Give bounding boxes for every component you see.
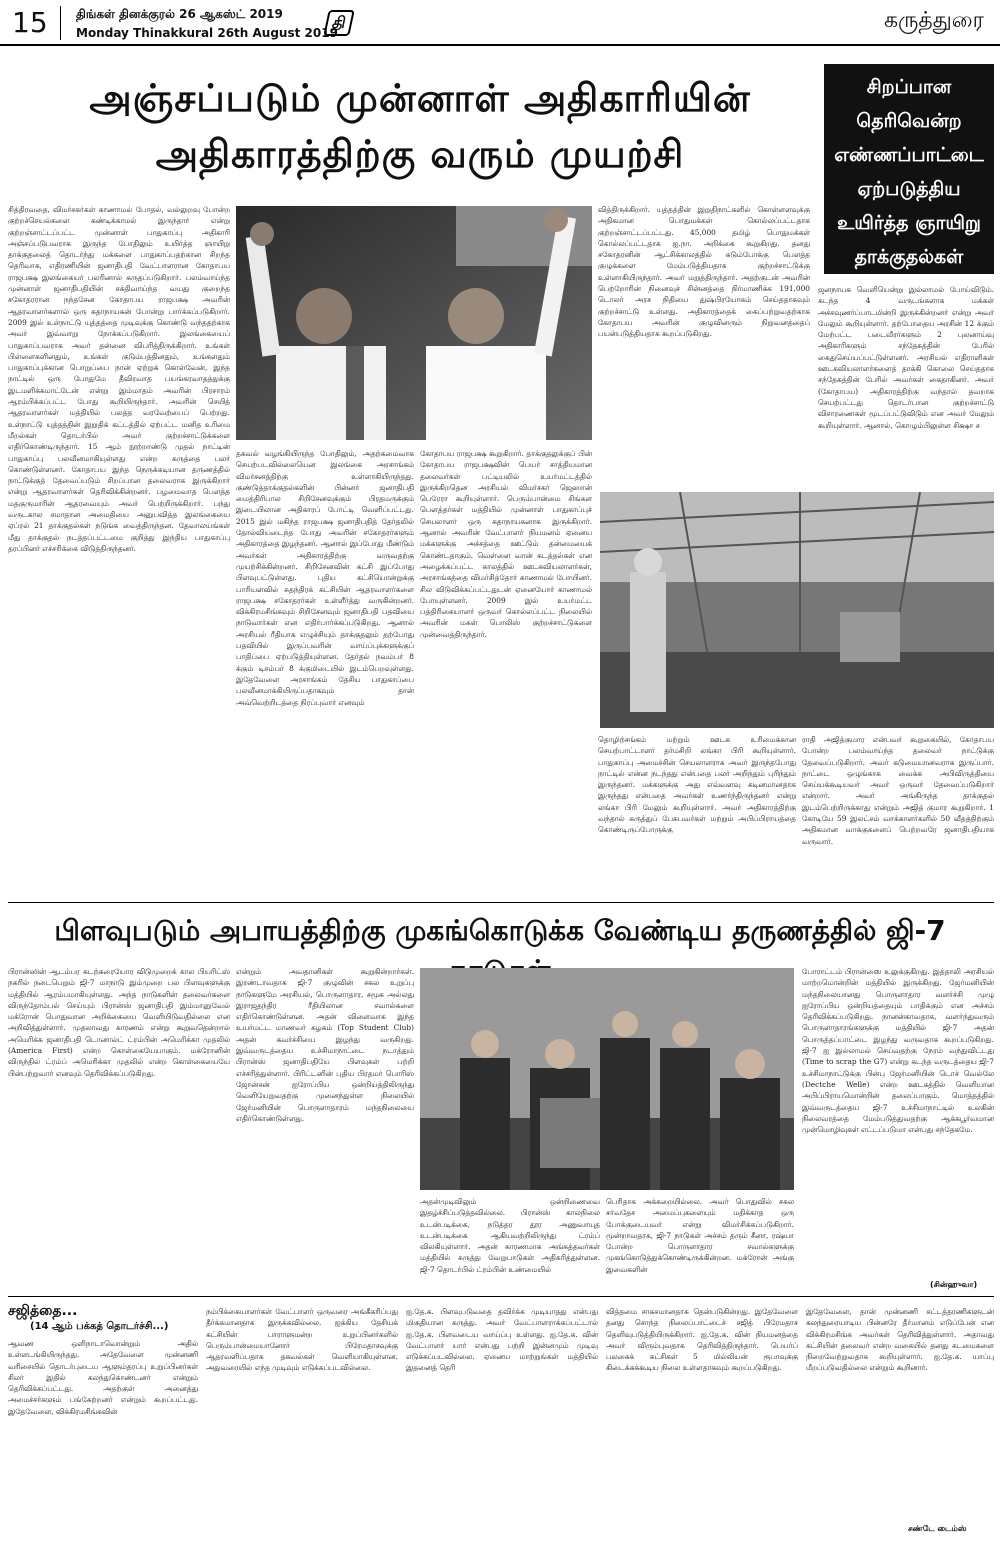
article1-column-3b: கோதாபய ராஜபக்ஷ கூறுகிறார். தாக்குதலுக்குப் பின் கோதாபய ராஜபக்ஷவின் பெயர் சாத்தியமான தலைவர்கள் பட்டியலில் உயர்மட்டத்தில் இருக்கிறதென அரசியல் விமர்சகர் ஜெஹான் பெரேரா கூறியுள்ளார். பெரும்பான்மை சிங்கள பௌத்தர்கள் மத்தியில் முன்னாள் பாதுகாப்புச் செயலாளர் ஒரு கதாநாயகனாக இருக்கிறார். ஆனால் அவரின் வேட்பாளர் நியமனம் ஏனைய மக்களுக்கு அச்சத்தை ஊட்டும் தன்மையைக் கொண்டதாகும். வெள்ளை வான் கடத்தல்கள் என அழைக்கப்பட்ட காலத்தில் ஊடகவியலாளர்கள், அரசாங்கத்தை விமர்சித்தோர் காணாமல் போயினர். சில விடுவிக்கப்பட்டதுடன் ஏனையோர் காணாமல் போயுள்ளனர். 2009 இல் உயர்மட்ட பத்திரிகையாளர் ஒருவர் கொல்லப்பட்ட நிலையில் அவரின் மகள் பொலிஸ் குற்றச்சாட்டுகளை முன்வைத்திருந்தார். [420,449,592,639]
date-tamil: திங்கள் தினக்குரல் 26 ஆகஸ்ட் 2019 [76,7,283,21]
article2-column-5: போராட்டம் பிரான்ஸை உலுக்குகிறது. இத்தாலி அரசியல் மாற்றமொன்றின் மத்தியில் இருக்கிறது. ஜேர்மனியின் மந்தநிலையானது பொருளாதார வளர்ச்சி முழு ஐரோப்பிய ஒன்றியத்தையும் பாதிக்கும் என அச்சம் தெரிவிக்கப்படுகிறது. நானன்காவதாக, வளர்ந்துவரும் பொருளாதாரங்களுக்கு மத்தியில் ஜி-7 அதன் பொருத்தப்பாட்டை இழந்து வருவதாக கூறப்படுகிறது. ஜி-7 ஐ இல்லாமல் செய்வதற்கு நேரம் வந்துவிட்டது (Time to scrap the G7) என்று கடந்த வருடத்தைய ஜி-7 உச்சிமாநாட்டுக்கு பின்பு ஜேர்மனியின் டொச் வெல்லே (Dectche Welle) என்ற ஊடகத்தில் வெளியான அபிப்பிராயமொன்றின் தலைப்பாகும். மொத்தத்தில் இவ்வருடத்தைய ஜி-7 உச்சிமாநாட்டில் உலகின் நிலைவரத்தை மேம்படுத்துவதற்கு ஆக்கபூர்வமான முன்மொழிவுகள் எட்டப்படுமா என்பது சந்தேகமே. [802,967,994,1135]
headline-line2: அதிகாரத்திற்கு வரும் முயற்சி [155,132,685,176]
pullquote-box [824,64,994,274]
pullquote-line: தெரிவென்ற [856,110,962,132]
church-photo-image [600,492,994,728]
article2-column-4: பெரிதாக அக்கறையில்லை. அவர் பொதுவில் சகல சர்வதேச அமைப்புகளையும் மதிக்காத ஒரு போக்குடையவர் என்று விமர்சிக்கப்படுகிறார். மூன்றாவதாக, ஜி-7 நாடுகள் அச்சம் தரும் சீனா, ரஷ்யா போன்ற பொருளாதார சவால்களுக்கு முகங்கொடுத்துக்கொண்டிருக்கின்றன. மக்ரோன் அங்கு இவைகளின் [606,1197,794,1274]
article1-column-4b: ராதி அஜித்குமார என்பவர் கூறுகையில், கோதாபய போன்ற பலம்வாய்ந்த தலைவர் நாட்டுக்கு தேவைப்படுகிறார். அவர் கடுமையானவராக இருப்பார். நாட்டை ஒழுங்காக வைக்க அபிவிருத்தியை செய்யக்கூடியவர் அவர் ஒருவர் தேவைப்படுகிறார் என்றார். அவர் அங்கிருந்த தாக்குதல் இடம்பெற்றிருக்காது என்றும் அஜித் குமார கூறுகிறார். 1 கோடியே 59 இலட்சம் வாக்காளர்களில் 50 வீதத்திற்கும் அதிகமான வாக்குகளைப் பெற்றவரே ஜனாதிபதியாக வருவார். [802,735,994,846]
pullquote-line: சிறப்பான [866,76,952,98]
headline-line1: அஞ்சப்படும் முன்னாள் அதிகாரியின் [89,76,751,120]
article2-column-3: அதன்முடிவிலும் ஒன்றிணைவை இதழ்ச்சிப்படுத்தவில்லை. பிரான்ஸ் காலநிலை உடன்படிக்கை, நடுத்தர தூர அணுவாயுத உடன்படிக்கை ஆகியவற்றிலிருந்து ட்ரம்ப் விலகியுள்ளார். அதன் காரணமாக அங்கத்தவர்கள் மத்தியில் கருத்து வேறுபாடுகள் அதிகரித்துள்ளன. ஜி-7 தொடர்பில் ட்ரம்பின் உண்மையில் [420,1197,600,1274]
article3-column-5: இதேவேளை, தான் முன்னணி சட்டத்தரணிகளுடன் கலந்துரையாடிய பின்னரே தீர்மானம் எடுப்பேன் என விக்கிரமசிங்க அவர்கள் தெரிவித்துள்ளார். அதாவது கட்சியின் தலைவர் என்ற வகையில் தனது கடமைகளை நிறைவேற்றுவதாக கூறியுள்ளார். ஐ.தே.க. யாப்பு மீறப்படுவதில்லை என்றும் கூறினார். [806,1307,994,1373]
section-divider-2 [8,1296,994,1297]
pullquote-line: தாக்குதல்கள் [854,246,964,268]
article2-column-2: என்றும் அவதானிகள் கூறுகின்றார்கள். இரண்டாவதாக ஜி-7 குழுவின் சகல உறுப்பு நாடுகளுமே அரசியல், பொருளாதார, சமூக அல்லது இராஜதந்திர ரீதியிலான சவால்களை எதிர்கொண்டுள்ளன. அதன் விளைவாக இந்த உயர்மட்ட மாணவர் கழகம் (Top Student Club) அதன் கவர்ச்சியை இழந்து வருகிறது. இவ்வருடத்தைய உச்சிமாநாட்டை நடாத்தும் பிரான்ஸ் ஜனாதிபதியே பிளவுகள் பற்றி எச்சரித்துள்ளார். பிரிட்டனின் புதிய பிரதமர் பொரிஸ் ஜோன்சன் ஐரோப்பிய ஒன்றியத்திலிருந்து வெளியேறுவதற்கு முனைந்துள்ள நிலையில் ஜேர்மனியின் பொருளாதாரம் மந்தநிலையை எதிர்கொண்டுள்ளது. [236,967,414,1123]
article3-column-1: ஆவண ஒளிநாடாவொன்றும் அதில் உள்ளடங்கியிருந்தது. அதேவேளை முன்னணி வரிசையில் தொடர்புடைய ஆளும்தரப்பு உறுப்பினர்கள் சிலர் இதில் கலந்துகொண்டனர் என்றும் தெரிவிக்கப்பட்டது. அதற்குள் அனைத்து அமைச்சர்களும் பங்கேற்றனர் என்றும் கூறப்பட்டது. இதேவேளை, விக்கிரமசிங்கவின் [8,1339,198,1416]
article2-headline: பிளவுபடும் அபாயத்திற்கு முகங்கொடுக்க வேண்டிய தருணத்தில் ஜி-7 [54,914,946,947]
newspaper-logo-icon: தி [323,10,355,36]
section-name: கருத்துரை [883,8,984,33]
date-english: Monday Thinakkural 26th August 2019 [76,26,338,40]
leaders-photo [236,206,592,440]
article1-headline [30,70,810,182]
section-divider [8,902,994,903]
article3-byline: சண்டே டைம்ஸ் [908,1524,967,1533]
page-number: 15 [12,6,48,39]
article3-continuation: (14 ஆம் பக்கத் தொடர்ச்சி...) [30,1321,169,1332]
article3-title: சஜித்தை... [8,1303,78,1319]
article1-column-3a: வித்திருக்கிறார். யுத்தத்தின் இறுதிநாட்களில் கொள்ளளவுக்கு அதிகமான பொதுமக்கள் கொல்லப்பட்டதாக குற்றஞ்சாட்டப்பட்டது. 45,000 தமிழ் பொதுமக்கள் கொல்லப்பட்டதாக ஐ.நா. அறிக்கை கூறுகிறது. தனது சகோதரனின் ஆட்சிக்காலத்தில் கடும்போக்கு பௌத்த குழுக்களை மேம்படுத்தியதாக குற்றச்சாட்டுக்கு உள்ளாகியிருந்தார். அவர் மறுத்திருந்தார். அதற்குடன் அவரின் பெற்றோரின் நினைவுச் சின்னத்தை நிர்மாணிக்க 191,000 டொலர் அரச நிதியை துஷ்பிரயோகம் செய்ததாகவும் குற்றச்சாட்டு உள்ளது. அதிகாரத்தைக் கைப்பற்றுவதற்காக கோதாபய அவரின் குழுவினரும் நிறுவனத்தைப் பயன்படுத்தியதாக கூறப்படுகிறது. [598,205,810,339]
article3-column-2: நம்பிக்கையாளர்கள் வேட்பாளர் ஒருவரை அங்கீகரிப்பது தீர்க்கமானதாக இருக்கவில்லை. ஐக்கிய தேசியக் கட்சியின் பாராளுமன்ற உறுப்பினர்களில் பெரும்பான்மையானோர் பிரேமதாசவுக்கு ஆதரவளிப்பதாக தகவல்கள் வெளியாகியுள்ளன. அதுவரையில் எந்த முடிவும் எடுக்கப்படவில்லை. [206,1307,398,1373]
leaders-photo-image [236,206,592,440]
page-header [0,0,1000,46]
header-divider [60,6,61,40]
article2-column-1: பிரான்ஸின் ஆடம்பர கடற்கரையோர விடுமுறைக் கால பியரிட்ஸ் நகரில் நடைபெறும் ஜி-7 மாநாடு இம்முறை பல பிளவுகளுக்கு மத்தியில் ஆரம்பமாகியுள்ளது. அந்த நாடுகளின் தலைவர்களை விருந்தோம்பல் செய்யும் பிரான்ஸ் ஜனாதிபதி இம்மானுவேல் மக்ரோன் பொதுவான அறிக்கையை வெளியிடுவதில்லை என அறிவித்துள்ளார். முதலாவது காரணம் என்று கூறுவதென்றால் அமெரிக்க ஜனாதிபதி டொனால்ட் ட்ரம்பின் அமெரிக்கா முதலில் (America First) என்ற கொள்கையேயாகும். மக்ரோனின் விருந்தில் ட்ரம்ப் அமெரிக்கா முதலில் என்ற கொள்கையையே பின்பற்றுவார் எனவும் தெரிவிக்கப்படுகிறது. [8,967,230,1078]
pullquote-line: ஏற்படுத்திய [857,178,961,200]
article1-column-1: சித்திரவதை, விமர்சகர்கள் காணாமல் போதல், வல்லுறவு போன்ற குற்றச்செயல்களை கண்டிக்காமல் இருந்தார் என்று குற்றஞ்சாட்டப்பட்ட முன்னாள் பாதுகாப்பு அதிகாரி அஞ்சப்படுபவராக இருந்த போதிலும் உயிர்த்த ஞாயிறு தாக்குதலைத் தொடர்ந்து மக்களை பாதுகாப்பதற்கான சிறந்த தெரிவாக, எதிரணியின் ஜனாதிபதி வேட்பாளரான கோதாபய ராஜபக்ஷ இலங்கையர் பலரினால் கருதப்படுகிறார். பலம்வாய்ந்த முன்னாள் ஜனாதிபதியின் சக்திவாய்ந்த வயது குறைந்த சகோதரரான நந்தசேன கோதாபய ராஜபக்ஷ அவரின் ஆதரவாளர்களால் ஒரு கதாநாயகன் போன்று பார்க்கப்படுகிறார். 2009 இல் உள்நாட்டு யுத்தத்தை முடிவுக்கு கொண்டு வந்ததற்காக அவர் இவ்வாறு நோக்கப்படுகிறார். இலங்கையைப் பாதுகாப்பவராக அவர் தன்னை விபரித்திருக்கிறார். உங்கள் பிள்ளைகளினதும், உங்கள் குடும்பத்தினதும், உங்களதும் பாதுகாப்புக்கான பொறுப்பை நான் ஏற்றுக் கொள்வேன், இந்த நாட்டில் ஒரு போதுமே தீவிரவாத பயங்கரவாதத்துக்கு இடமளிக்கமாட்டேன் என்று இம்மாதம் அவரின் பிரசாரம் ஆரம்பிக்கப்பட்ட போது கூறியிருந்தார். அவரின் செயித் ஆதரவாளர்கள் மத்தியில் பலத்த வரவேற்பைப் பெற்றது. உள்நாட்டு யுத்தத்தின் இறுதிக் கட்டத்தில் ஏற்பட்ட மனித உரிமை மீறல்கள் தொடர்பில் அவர் குற்றச்சாட்டுக்களை எதிர்கொண்டிருந்தார். 15 ஆம் நூற்றாண்டு முதல் நாட்டின் பாதுகாப்பு பலவீனமாகியுள்ளது என்ற கருத்தை பலர் கொண்டுள்ளனர். கோதாபய இந்த நெருக்கடியான தருணத்தில் நாட்டுக்குத் தேவைப்படும் சிறப்பான தலைவராக இருக்கிறார் என்று ஆதரவாளர்கள் தெரிவிக்கின்றனர். பழமைவாத பௌத்த மதகுருமாரின் ஆதரவையும் அவர் பெற்றிருக்கிறார். பந்து வருடகால சமாதான அமைதியை அனுபவித்த இலங்கையை ஏப்ரல் 21 தாக்குதல்கள் நடுங்க வைத்திருந்தன. தேவாலயங்கள் மீது தாக்குதல் நடத்தப்பட்டமை குறித்து இந்திய பாதுகாப்பு தரப்பினர் எச்சரிக்கை விடுத்திருந்தனர். [8,205,230,553]
article1-column-2: தகவல் வழங்கியிருந்த போதிலும், அதற்கமைவாக செயற்படவில்லையென இலங்கை அரசாங்கம் விமர்சனத்திற்கு உள்ளாகியிருந்தது. குண்டுத்தாக்குதல்களின் பின்னர் ஜனாதிபதி மைத்திரிபால சிறிசேனவுக்கும் பிரதமருக்கும் இடையிலான அதிகாரப் போட்டி வெளிப்பட்டது. 2015 இல் மகிந்த ராஜபக்ஷ ஜனாதிபதித் தேர்தலில் தோல்வியடைந்த போது அவரின் சகோதரர்களும் அதிகாரத்தை இழந்தனர். ஆனால் இப்போது மீண்டும் அவர்கள் அதிகாரத்திற்கு வருவதற்கு முயற்சிக்கின்றனர். சிறிசேனவின் கட்சி இப்போது பிளவுபட்டுள்ளது. புதிய கட்சியொன்றுக்கு பாரியளவில் சுதந்திரக் கட்சியின் ஆதரவாளர்களை ராஜபக்ஷ சகோதரர்கள் உள்ளீர்த்து வருகின்றனர். விக்கிரமசிங்கவும் சிறிசேனவும் ஜனாதிபதி பதவியை நாடுவார்கள் என எதிர்பார்க்கப்படுகிறது. ஆனால் அரசியல் ரீதியாக எழுச்சியும் தாக்குதலும் தற்போது பதவியில் இருப்பவரின் வாய்ப்புக்களுக்குப் பாதிப்பை ஏற்படுத்தியுள்ளன. தேர்தல் நவம்பர் 8 க்கும் டிசம்பர் 8 க்குமிடையில் இடம்பெறவுள்ளது. இதேவேளை அரசாங்கம் தேசிய பாதுகாப்பை பலவீனமாக்கியிருப்பதாகவும் தான் அவ்வெற்றிடத்தை நிரப்புவார் எனவும் [236,449,414,707]
g7-leaders-photo-image [420,968,794,1190]
article1-column-3c: தொழிற்சங்கம் மற்றும் ஊடக உரிமைக்கான செயற்பாட்டாளர் தர்மசிறி லங்கா பிரி கூறியுள்ளார். பாதுகாப்பு அமைச்சின் செயலாளராக அவர் இருந்தபோது நாட்டில் என்ன நடந்தது என்பதை பலர் அறிந்தும் புரிந்தும் இருந்தனர். மக்களுக்கு அது எவ்வளவு கடினமானதாக இருந்தது என்பதை அவர்கள் உணர்ந்திருந்தனர் என்று லங்கா பிரி மேலும் கூறியுள்ளார். அவர் அதிகாரத்திற்கு வந்தால் கருத்துப் பேசுபவர்கள் மற்றும் அபிப்பிராயத்தை கொண்டிருப்போருக்கு [598,735,796,835]
church-photo [600,492,994,728]
article3-column-3: ஐ.தே.க. பிளவுபடுவதை தவிர்க்க முடியாதது என்பது மிகுதியான கருத்து. அவர் வேட்பாளராக்கப்பட்டால் ஐ.தே.க. பிளவடைய வாய்ப்பு உள்ளது. ஐ.தே.க. வின் வேட்பாளர் யார் என்பது பற்றி இன்னமும் முடிவு எடுக்கப்படவில்லை. ஏனைய மாற்றுங்கள் மத்தியில் இதனைத் தெரி [406,1307,598,1373]
article1-column-4a: ஜனநாயக வெளியென்று இல்லாமல் போய்விடும். கடந்த 4 வருடங்களாக மக்கள் அச்சவுணர்ப்பாடமின்றி இருக்கின்றனர் என்று அவர் மேலும் கூறியுள்ளார். தற்போதைய அரசின் 12 க்கும் மேற்பட்ட படைவீரர்களும் 2 புலனாய்வு அதிகாரிகளும் சந்தேகத்தின் பேரில் கைதுசெய்யப்பட்டுள்ளனர். அரசியல் எதிராளிகள் ஊடகவியலாளர்களைத் தாக்கி கொலை செய்ததாக சந்தேகத்தின் பேரில் அவர்கள் கைதாகினர். அவர் (கோதாபய) அதிகாரத்திற்கு வந்தால் தவறாக செயற்பட்டது தொடர்பான குற்றச்சாட்டு விசாரணைகள் மூடப்பட்டுவிடும் என அவர் மேலும் கூறியுள்ளார். ஆனால், கொழும்பிலுள்ள சிக்ஷா ச [818,285,994,430]
pullquote-line: உயிர்த்த ஞாயிறு [837,212,981,234]
article3-column-4: வித்தமை சாகசமானதாக தென்படுகின்றது. இதேவேளை தனது சொந்த நிலைப்பாட்டைச் சஜித் பிரேமதாச தெளிவுபடுத்தியிருக்கிறார். ஐ.தே.க. வின் நியமனத்தை அவர் விரும்புவதாக தெரிவித்திருந்தார். பெயர்ப் பலகைக் கட்சிகள் 5 மில்லியன் ரூபாவுக்கு கிடைக்கக்கூடிய நிலை உள்ளதாகவும் கூறப்படுகிறது. [606,1307,798,1373]
pullquote-line: எண்ணப்பாட்டை [834,144,984,166]
g7-leaders-photo [420,968,794,1190]
article2-byline: (சின்ஹுவா) [930,1280,978,1289]
